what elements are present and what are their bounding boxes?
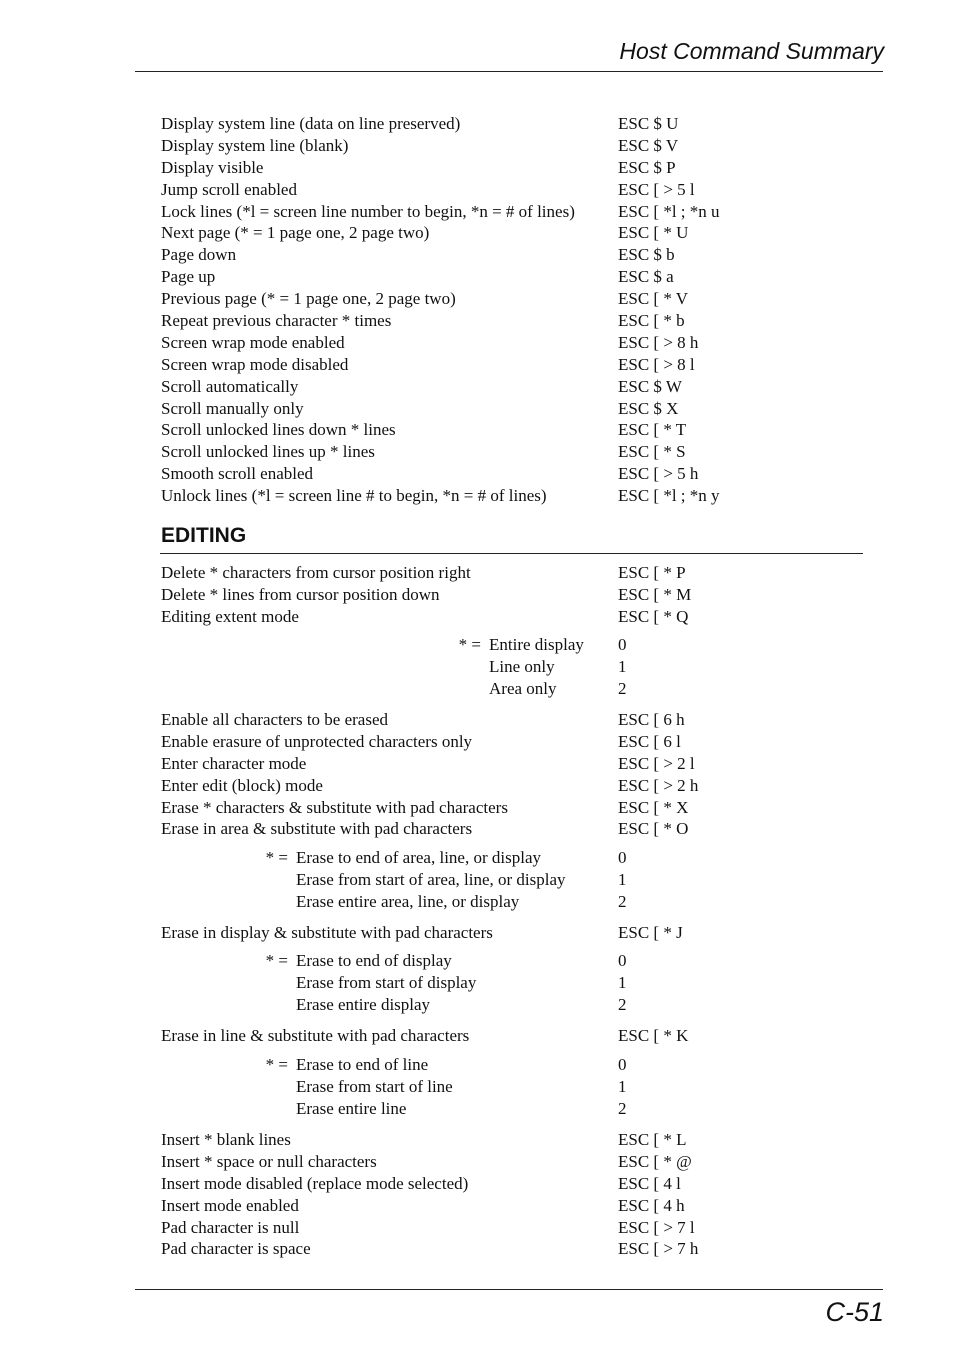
command-description: Erase in area & substitute with pad characters: [161, 819, 473, 839]
command-description: Erase * characters & substitute with pad characters: [161, 797, 508, 817]
command-description: Display visible: [161, 157, 264, 177]
command-description: Unlock lines (*l = screen line # to begin, *n = # of lines): [161, 486, 547, 506]
option-value: 2: [618, 891, 627, 911]
command-code: ESC [ * U: [618, 223, 689, 243]
option-label: Erase from start of line: [296, 1076, 453, 1096]
command-description: Delete * characters from cursor position right: [161, 563, 471, 582]
command-code: ESC [ * P: [618, 563, 686, 582]
command-code: ESC [ * L: [618, 1130, 687, 1149]
command-description: Display system line (blank): [161, 135, 349, 155]
command-code: ESC [ > 7 h: [618, 1239, 699, 1259]
command-description: Pad character is null: [161, 1217, 300, 1237]
command-code: ESC [ * O: [618, 819, 689, 839]
option-marker: * =: [458, 635, 481, 654]
command-code: ESC [ * X: [618, 797, 689, 817]
command-description: Enter edit (block) mode: [161, 775, 323, 795]
option-value: 1: [618, 972, 627, 992]
command-code: ESC [ > 2 h: [618, 775, 699, 795]
option-value: 0: [618, 951, 627, 970]
command-description: Insert * space or null characters: [161, 1151, 377, 1171]
command-description: Lock lines (*l = screen line number to begin, *n = # of lines): [161, 201, 575, 221]
command-description: Pad character is space: [161, 1239, 311, 1259]
page-header-title: Host Command Summary: [619, 38, 884, 64]
command-description: Enter character mode: [161, 753, 307, 773]
command-description: Scroll unlocked lines down * lines: [161, 420, 396, 440]
option-label: Erase entire area, line, or display: [296, 891, 520, 911]
command-code: ESC [ 4 l: [618, 1173, 681, 1193]
command-description: Enable erasure of unprotected characters only: [161, 731, 473, 751]
command-description: Insert mode disabled (replace mode selected): [161, 1173, 469, 1193]
command-description: Scroll unlocked lines up * lines: [161, 442, 375, 462]
command-code: ESC [ * T: [618, 420, 687, 440]
command-code: ESC $ a: [618, 267, 674, 287]
command-description: Erase in line & substitute with pad characters: [161, 1026, 470, 1045]
command-description: Editing extent mode: [161, 606, 299, 626]
command-code: ESC $ b: [618, 245, 675, 265]
command-code: ESC $ V: [618, 135, 679, 155]
footer-rule: [135, 1289, 883, 1290]
command-code: ESC $ X: [618, 398, 679, 418]
command-code: ESC [ 6 l: [618, 731, 681, 751]
option-label: Erase to end of display: [296, 951, 452, 970]
option-value: 1: [618, 1076, 627, 1096]
option-label: Erase from start of display: [296, 972, 477, 992]
header-rule: [135, 71, 883, 72]
command-description: Insert * blank lines: [161, 1130, 291, 1149]
command-code: ESC [ > 5 h: [618, 464, 699, 484]
option-value: 0: [618, 635, 627, 654]
command-code: ESC [ * b: [618, 311, 685, 331]
command-code: ESC [ 4 h: [618, 1195, 685, 1215]
command-description: Erase in display & substitute with pad characters: [161, 923, 493, 942]
option-value: 2: [618, 994, 627, 1014]
command-description: Insert mode enabled: [161, 1195, 299, 1215]
command-description: Smooth scroll enabled: [161, 464, 314, 484]
command-description: Screen wrap mode disabled: [161, 354, 349, 374]
command-code: ESC [ * M: [618, 584, 692, 604]
option-marker: * =: [265, 848, 288, 867]
command-description: Jump scroll enabled: [161, 179, 297, 199]
command-code: ESC [ *l ; *n y: [618, 486, 720, 506]
option-label: Line only: [489, 656, 555, 676]
option-value: 2: [618, 1098, 627, 1118]
command-code: ESC [ * V: [618, 289, 689, 309]
option-label: Erase to end of line: [296, 1055, 429, 1074]
command-description: Repeat previous character * times: [161, 311, 392, 331]
option-label: Erase entire display: [296, 994, 431, 1014]
option-marker: * =: [265, 951, 288, 970]
command-code: ESC [ 6 h: [618, 710, 685, 729]
command-code: ESC [ > 8 h: [618, 332, 699, 352]
option-label: Area only: [489, 678, 557, 698]
section-rule: [160, 553, 863, 554]
option-value: 1: [618, 656, 627, 676]
command-code: ESC [ * K: [618, 1026, 689, 1045]
command-code: ESC [ * @: [618, 1151, 692, 1171]
command-code: ESC [ *l ; *n u: [618, 201, 720, 221]
command-code: ESC [ * Q: [618, 606, 689, 626]
option-value: 0: [618, 1055, 627, 1074]
command-code: ESC [ > 5 l: [618, 179, 695, 199]
command-code: ESC [ * S: [618, 442, 686, 462]
option-value: 0: [618, 848, 627, 867]
command-description: Previous page (* = 1 page one, 2 page two): [161, 289, 456, 309]
command-description: Delete * lines from cursor position down: [161, 584, 440, 604]
command-description: Scroll automatically: [161, 376, 299, 396]
command-code: ESC [ > 2 l: [618, 753, 695, 773]
command-code: ESC $ P: [618, 157, 676, 177]
command-description: Enable all characters to be erased: [161, 710, 389, 729]
page-number: C-51: [825, 1297, 884, 1327]
command-code: ESC $ U: [618, 114, 679, 133]
command-description: Page up: [161, 267, 216, 287]
command-description: Scroll manually only: [161, 398, 304, 418]
command-code: ESC [ * J: [618, 923, 683, 942]
option-label: Erase from start of area, line, or display: [296, 869, 566, 889]
command-code: ESC [ > 8 l: [618, 354, 695, 374]
command-description: Next page (* = 1 page one, 2 page two): [161, 223, 430, 243]
section-heading-editing: EDITING: [161, 524, 247, 547]
command-description: Screen wrap mode enabled: [161, 332, 345, 352]
command-description: Display system line (data on line preserved): [161, 114, 461, 133]
option-label: Erase to end of area, line, or display: [296, 848, 541, 867]
option-marker: * =: [265, 1055, 288, 1074]
command-description: Page down: [161, 245, 237, 265]
command-code: ESC [ > 7 l: [618, 1217, 695, 1237]
option-value: 2: [618, 678, 627, 698]
command-code: ESC $ W: [618, 376, 682, 396]
option-label: Erase entire line: [296, 1098, 407, 1118]
option-value: 1: [618, 869, 627, 889]
option-label: Entire display: [489, 635, 584, 654]
